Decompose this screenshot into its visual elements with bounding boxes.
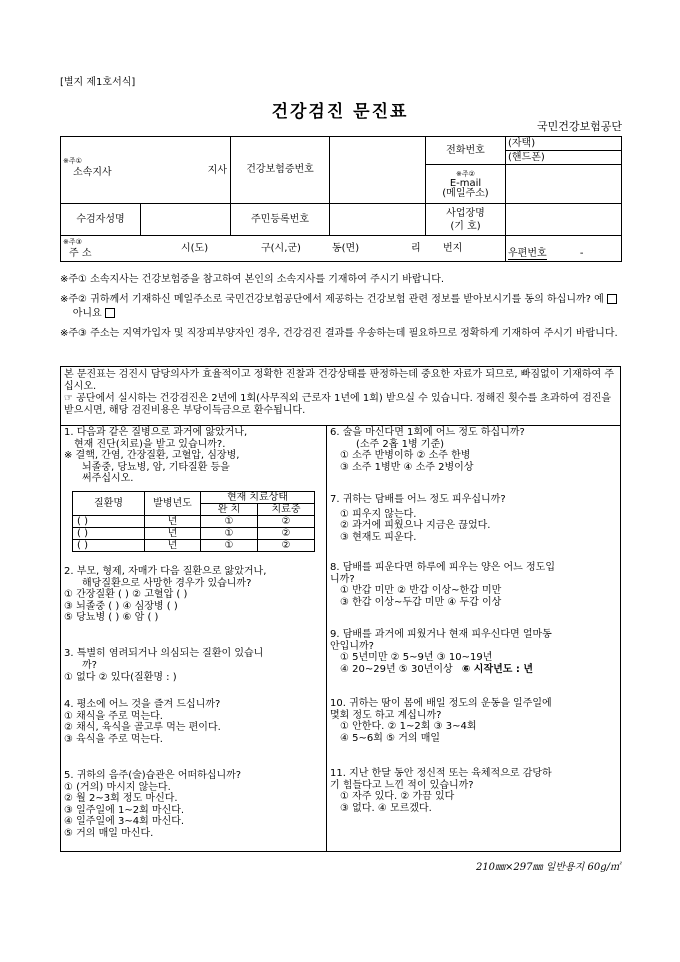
- applicant-info-table: [60, 136, 622, 262]
- right-column-q8: [330, 562, 618, 608]
- q11-option-2[interactable]: ③ 없다. ④ 모르겠다.: [340, 802, 432, 814]
- q9-option-6-start-year[interactable]: ⑥ 시작년도 : 년: [461, 663, 534, 675]
- organization-name: 국민건강보험공단: [536, 120, 622, 133]
- treating-option[interactable]: ②: [258, 516, 315, 528]
- note-1: ※주① 소속지사는 건강보험증을 참고하여 본인의 소속지사를 기재하여 주시기 바랍니다.: [60, 274, 445, 285]
- left-column-q5: [64, 770, 322, 839]
- column-divider: [326, 425, 327, 852]
- disease-name-cell[interactable]: ( ): [73, 516, 145, 528]
- q11-line-1: 11. 지난 한달 동안 정신적 또는 육체적으로 감당하: [330, 768, 552, 779]
- intro-line-2: ☞ 공단에서 실시하는 건강검진은 2년에 1회(사무직외 근로자 1년에 1회) 받으실 수 있습니다. 정해진 횟수를 초과하여 검진을 받으시면, 해당 검진비용은 부당이득금으로 환수됩니다.: [64, 393, 612, 416]
- left-column-q2: [64, 566, 322, 624]
- treatment-status-header: 현재 치료상태: [201, 492, 315, 504]
- q2-line-2: 해당질환으로 사망한 경우가 있습니까?: [82, 577, 252, 589]
- phone-mobile-label: (핸드폰): [508, 152, 545, 163]
- onset-year-cell[interactable]: 년: [145, 516, 201, 528]
- examinee-label: 수검자성명: [76, 213, 125, 225]
- cured-option[interactable]: ①: [201, 540, 258, 552]
- insurance-no-label: 건강보험증번호: [246, 164, 314, 175]
- email-note-marker: ※주②: [456, 170, 475, 178]
- address-gu: 구(시,군): [261, 243, 301, 254]
- q5-line-1: 5. 귀하의 음주(술)습관은 어떠하십니까?: [64, 770, 242, 781]
- paper-spec-footer: 210㎜×297㎜ 일반용지 60g/㎡: [475, 862, 620, 873]
- q11-option-1[interactable]: ① 자주 있다. ② 가끔 있다: [340, 791, 455, 802]
- q6-option-1[interactable]: ① 소주 반병이하 ② 소주 한병: [340, 450, 471, 461]
- email-label-ko: (메일주소): [442, 188, 489, 199]
- email-field[interactable]: [506, 165, 622, 204]
- q2-option-2[interactable]: ③ 뇌졸중 ( ) ④ 심장병 ( ): [64, 600, 178, 612]
- left-column-q1: [64, 427, 322, 485]
- q6-line-2: (소주 2홉 1병 기준): [356, 438, 445, 450]
- branch-label: 소속지사: [73, 167, 112, 178]
- q5-option-3[interactable]: ③ 일주일에 1~2회 마신다.: [64, 804, 185, 816]
- notes-section: [60, 273, 622, 347]
- right-column-q7: [330, 494, 618, 543]
- cured-option[interactable]: ①: [201, 516, 258, 528]
- examinee-label-cell: [61, 204, 141, 236]
- consent-no-checkbox[interactable]: [105, 308, 115, 318]
- address-dong: 동(면): [332, 243, 360, 254]
- q7-option-3[interactable]: ③ 현재도 피운다.: [340, 531, 417, 543]
- under-treatment-header: 치료중: [258, 504, 315, 516]
- onset-year-cell[interactable]: 년: [145, 540, 201, 552]
- q10-option-1[interactable]: ① 안한다. ② 1~2회 ③ 3~4회: [340, 721, 477, 732]
- q6-line-1: 6. 술을 마신다면 1회에 어느 정도 하십니까?: [330, 427, 525, 438]
- treating-option[interactable]: ②: [258, 540, 315, 552]
- intro-divider: [60, 425, 621, 426]
- q1-note-2: 뇌졸중, 당뇨병, 암, 기타질환 등을: [82, 461, 230, 473]
- branch-suffix: 지사: [207, 165, 227, 176]
- q7-line-1: 7. 귀하는 담배를 어느 정도 피우십니까?: [330, 494, 506, 505]
- q7-option-1[interactable]: ① 피우지 않는다.: [340, 508, 417, 520]
- q8-option-1[interactable]: ① 반갑 미만 ② 반갑 이상~한갑 미만: [340, 585, 502, 596]
- postal-dash: -: [579, 248, 584, 259]
- resident-no-label-cell: [231, 204, 330, 236]
- workplace-field[interactable]: [506, 204, 622, 236]
- note-2-text: ※주② 귀하께서 기재하신 메일주소로 국민건강보험공단에서 제공하는 건강보험 관련 정보를 받아보시기를 동의 하십니까?: [60, 294, 591, 305]
- note-2-no-label: 아니요: [72, 308, 102, 319]
- q4-line-1: 4. 평소에 어느 것을 즐겨 드십니까?: [64, 699, 221, 710]
- branch-cell: [61, 137, 231, 204]
- q1-note-3: 써주십시오.: [82, 473, 134, 484]
- treating-option[interactable]: ②: [258, 528, 315, 540]
- phone-home-label: (자택): [506, 137, 621, 151]
- q6-option-2[interactable]: ③ 소주 1병반 ④ 소주 2병이상: [340, 461, 474, 473]
- right-column-q9: [330, 629, 618, 675]
- phone-label: 전화번호: [446, 144, 485, 156]
- branch-note-marker: ※주①: [63, 157, 82, 165]
- address-si: 시(도): [181, 243, 209, 254]
- q10-line-1: 10. 귀하는 땀이 몸에 배일 정도의 운동을 일주일에: [330, 698, 552, 709]
- q11-line-2: 기 힘들다고 느낀 적이 있습니까?: [330, 779, 474, 791]
- cured-header: 완 치: [201, 504, 258, 516]
- email-label: E-mail: [449, 178, 482, 189]
- q4-option-3[interactable]: ③ 육식을 주로 먹는다.: [64, 733, 163, 745]
- intro-line-1: 본 문진표는 검진시 담당의사가 효율적이고 정확한 진찰과 건강상태를 판정하는데 중요한 자료가 되므로, 빠짐없이 기재하여 주십시오.: [64, 369, 615, 392]
- q4-option-1[interactable]: ① 채식을 주로 먹는다.: [64, 710, 163, 722]
- q10-option-2[interactable]: ④ 5~6회 ⑤ 거의 매일: [340, 732, 441, 744]
- q7-option-2[interactable]: ② 과거에 피웠으나 지금은 끊었다.: [340, 520, 491, 531]
- phone-label-cell: [426, 137, 506, 165]
- disease-history-table: [72, 491, 315, 552]
- q8-line-2: 니까?: [330, 573, 355, 585]
- disease-name-cell[interactable]: ( ): [73, 540, 145, 552]
- q9-option-2[interactable]: [330, 664, 618, 676]
- onset-year-header: 발병년도: [145, 492, 201, 516]
- address-beonji: 번지: [443, 243, 463, 254]
- q5-option-2[interactable]: ② 월 2~3회 정도 마신다.: [64, 793, 178, 804]
- q8-line-1: 8. 담배를 피운다면 하루에 피우는 양은 어느 정도입: [330, 562, 555, 573]
- q2-option-1[interactable]: ① 간장질환 ( ) ② 고혈압 ( ): [64, 589, 188, 600]
- left-column-q4: [64, 699, 322, 745]
- disease-name-cell[interactable]: ( ): [73, 528, 145, 540]
- q8-option-2[interactable]: ③ 한갑 이상~두갑 미만 ④ 두갑 이상: [340, 596, 502, 608]
- insurance-no-field[interactable]: [330, 137, 426, 204]
- right-column-q10: [330, 698, 618, 744]
- q2-option-3[interactable]: ⑤ 당뇨병 ( ) ⑥ 암 ( ): [64, 612, 159, 623]
- q3-line-2: 까?: [82, 659, 97, 671]
- note-3: ※주③ 주소는 지역가입자 및 직장피부양자인 경우, 건강검진 결과를 우송하는데 필요하므로 정확하게 기재하여 주시기 바랍니다.: [60, 328, 618, 339]
- q3-option[interactable]: ① 없다 ② 있다(질환명 : ): [64, 672, 177, 683]
- right-column-q11: [330, 768, 618, 814]
- q10-line-2: 몇회 정도 하고 계십니까?: [330, 709, 442, 721]
- postal-field[interactable]: [506, 236, 622, 262]
- onset-year-cell[interactable]: 년: [145, 528, 201, 540]
- note-2-yes-label: 예: [594, 294, 604, 305]
- insurance-no-label-cell: [231, 137, 330, 204]
- q1-line-2: 현재 진단(치료)을 받고 있습니까?.: [74, 438, 226, 450]
- workplace-label: 사업장명: [446, 207, 485, 219]
- consent-yes-checkbox[interactable]: [607, 294, 617, 304]
- phone-field[interactable]: [506, 137, 622, 165]
- table-row: [73, 540, 315, 552]
- right-column-q6: [330, 427, 618, 473]
- email-label-cell: [426, 165, 506, 204]
- questionnaire-intro: [64, 369, 616, 417]
- q9-line-1: 9. 담배를 과거에 피웠거나 현재 피우신다면 얼마동: [330, 629, 552, 640]
- note-2: [60, 293, 622, 321]
- left-column-q3: [64, 648, 322, 684]
- q9-option-1[interactable]: ① 5년미만 ② 5~9년 ③ 10~19년: [340, 652, 493, 663]
- q2-line-1: 2. 부모, 형제, 자매가 다음 질환으로 앓았거나,: [64, 566, 267, 577]
- resident-no-field[interactable]: [330, 204, 426, 236]
- address-ri: 리: [411, 243, 421, 254]
- q1-line-1: 1. 다음과 같은 질병으로 과거에 앓았거나,: [64, 427, 248, 438]
- examinee-field[interactable]: [141, 204, 231, 236]
- page-title: 건강검진 문진표: [271, 102, 409, 122]
- q4-option-2[interactable]: ② 채식, 육식을 골고루 먹는 편이다.: [64, 722, 221, 733]
- form-number-label: [별지 제1호서식]: [60, 77, 136, 88]
- q9-line-2: 안입니까?: [330, 640, 374, 652]
- address-label: 주 소: [69, 248, 92, 259]
- workplace-label-cell: [426, 204, 506, 236]
- workplace-label-code: (기 호): [450, 220, 481, 232]
- q5-option-1[interactable]: ① (거의) 마시지 않는다.: [64, 781, 171, 793]
- q3-line-1: 3. 특별히 염려되거나 의심되는 질환이 있습니: [64, 648, 264, 659]
- table-row: [73, 516, 315, 528]
- address-field[interactable]: [61, 236, 506, 262]
- address-note-marker: ※주③: [63, 238, 82, 246]
- q5-option-5[interactable]: ⑤ 거의 매일 마신다.: [64, 827, 154, 839]
- q1-note-1: ※ 결핵, 간염, 간장질환, 고혈압, 심장병,: [64, 450, 240, 461]
- resident-no-label: 주민등록번호: [251, 213, 309, 225]
- disease-name-header: 질환명: [73, 492, 145, 516]
- table-row: [73, 528, 315, 540]
- q9-option-2-text: ④ 20~29년 ⑤ 30년이상: [340, 663, 453, 675]
- postal-label: 우편번호: [508, 248, 547, 259]
- cured-option[interactable]: ①: [201, 528, 258, 540]
- q5-option-4[interactable]: ④ 일주일에 3~4회 마신다.: [64, 816, 185, 827]
